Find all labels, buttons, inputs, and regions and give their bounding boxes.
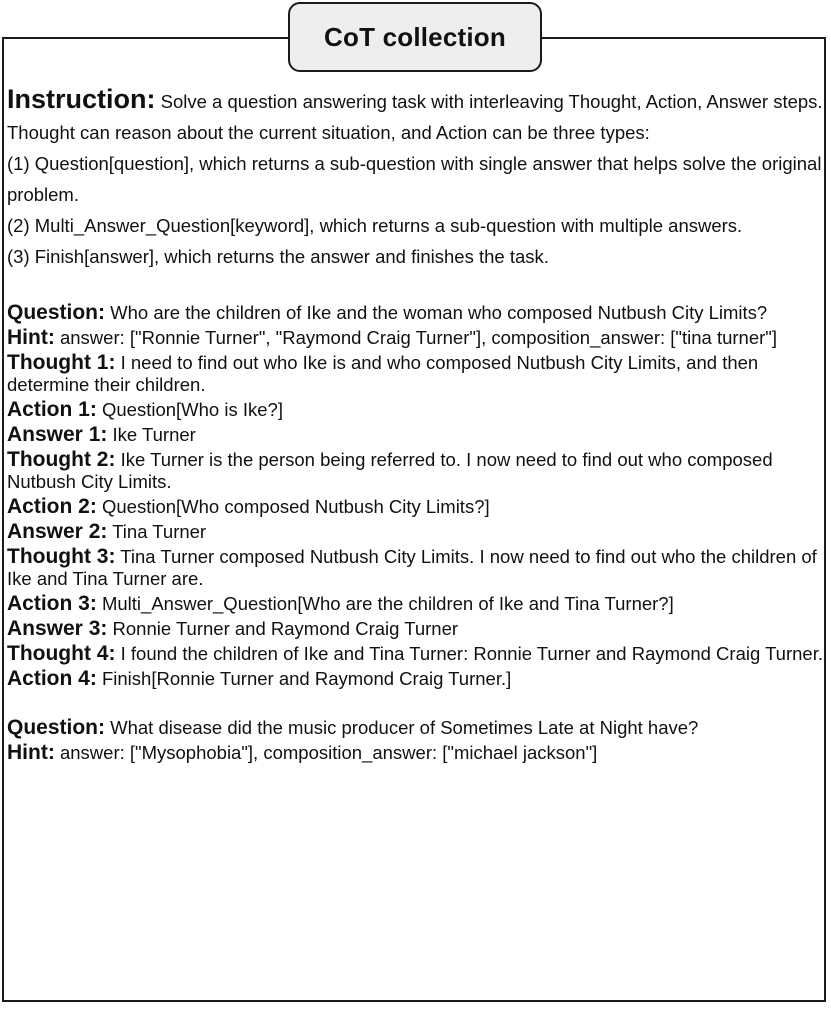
step-text: Ike Turner	[112, 424, 196, 445]
step-text: I found the children of Ike and Tina Turner: Ronnie Turner and Raymond Craig Turner.	[120, 643, 823, 664]
answer-2	[7, 521, 825, 543]
step-label: Action 2:	[7, 495, 97, 518]
example-question	[7, 302, 825, 324]
thought-2	[7, 449, 825, 493]
step-label: Thought 2:	[7, 448, 116, 471]
page-title: CoT collection	[324, 21, 506, 52]
step-text: Question[Who is Ike?]	[101, 399, 283, 420]
example-block	[7, 302, 825, 690]
step-text: answer: ["Mysophobia"], composition_answer: ["michael jackson"]	[59, 742, 598, 763]
content-area	[7, 84, 825, 767]
action-3	[7, 593, 825, 615]
instruction-type-1: (1) Question[question], which returns a sub-question with single answer that helps solve the original problem.	[7, 153, 822, 205]
step-text: What disease did the music producer of Sometimes Late at Night have?	[110, 717, 699, 738]
step-label: Action 4:	[7, 667, 97, 690]
step-label: Answer 3:	[7, 617, 108, 640]
answer-3	[7, 618, 825, 640]
instruction-type-3: (3) Finish[answer], which returns the answer and finishes the task.	[7, 246, 549, 267]
step-label: Answer 2:	[7, 520, 108, 543]
action-4	[7, 668, 825, 690]
instruction-intro	[7, 84, 825, 148]
instruction-type-2: (2) Multi_Answer_Question[keyword], which returns a sub-question with multiple answers.	[7, 215, 743, 236]
step-text: Multi_Answer_Question[Who are the children of Ike and Tina Turner?]	[101, 593, 674, 614]
step-label: Thought 1:	[7, 351, 116, 374]
step-label: Thought 4:	[7, 642, 116, 665]
step-text: Tina Turner composed Nutbush City Limits. I now need to find out who the children of Ike and Tina Turner are.	[7, 546, 817, 589]
step-label: Thought 3:	[7, 545, 116, 568]
example-hint	[7, 327, 825, 349]
step-text: I need to find out who Ike is and who composed Nutbush City Limits, and then determine their children.	[7, 352, 759, 395]
step-label: Action 3:	[7, 592, 97, 615]
step-label: Hint:	[7, 741, 55, 764]
step-label: Answer 1:	[7, 423, 108, 446]
query-hint	[7, 742, 825, 764]
instruction-block	[7, 84, 825, 272]
thought-1	[7, 352, 825, 396]
step-text: Who are the children of Ike and the woman who composed Nutbush City Limits?	[110, 302, 768, 323]
thought-3	[7, 546, 825, 590]
step-text: Ronnie Turner and Raymond Craig Turner	[112, 618, 459, 639]
step-label: Question:	[7, 716, 105, 739]
thought-4	[7, 643, 825, 665]
query-block	[7, 717, 825, 764]
query-question	[7, 717, 825, 739]
step-text: Tina Turner	[112, 521, 207, 542]
step-label: Question:	[7, 301, 105, 324]
step-text: Ike Turner is the person being referred to. I now need to find out who composed Nutbush City Limits.	[7, 449, 773, 492]
step-text: Question[Who composed Nutbush City Limits?]	[101, 496, 490, 517]
step-label: Action 1:	[7, 398, 97, 421]
instruction-intro-text: Solve a question answering task with interleaving Thought, Action, Answer steps. Thought can reason about the current situation, and Action can be three types:	[7, 91, 823, 143]
instruction-label: Instruction:	[7, 84, 156, 114]
action-1	[7, 399, 825, 421]
step-text: answer: ["Ronnie Turner", "Raymond Craig Turner"], composition_answer: ["tina turner"]	[59, 327, 777, 348]
title-tab	[288, 2, 542, 72]
action-2	[7, 496, 825, 518]
step-text: Finish[Ronnie Turner and Raymond Craig Turner.]	[101, 668, 512, 689]
step-label: Hint:	[7, 326, 55, 349]
answer-1	[7, 424, 825, 446]
